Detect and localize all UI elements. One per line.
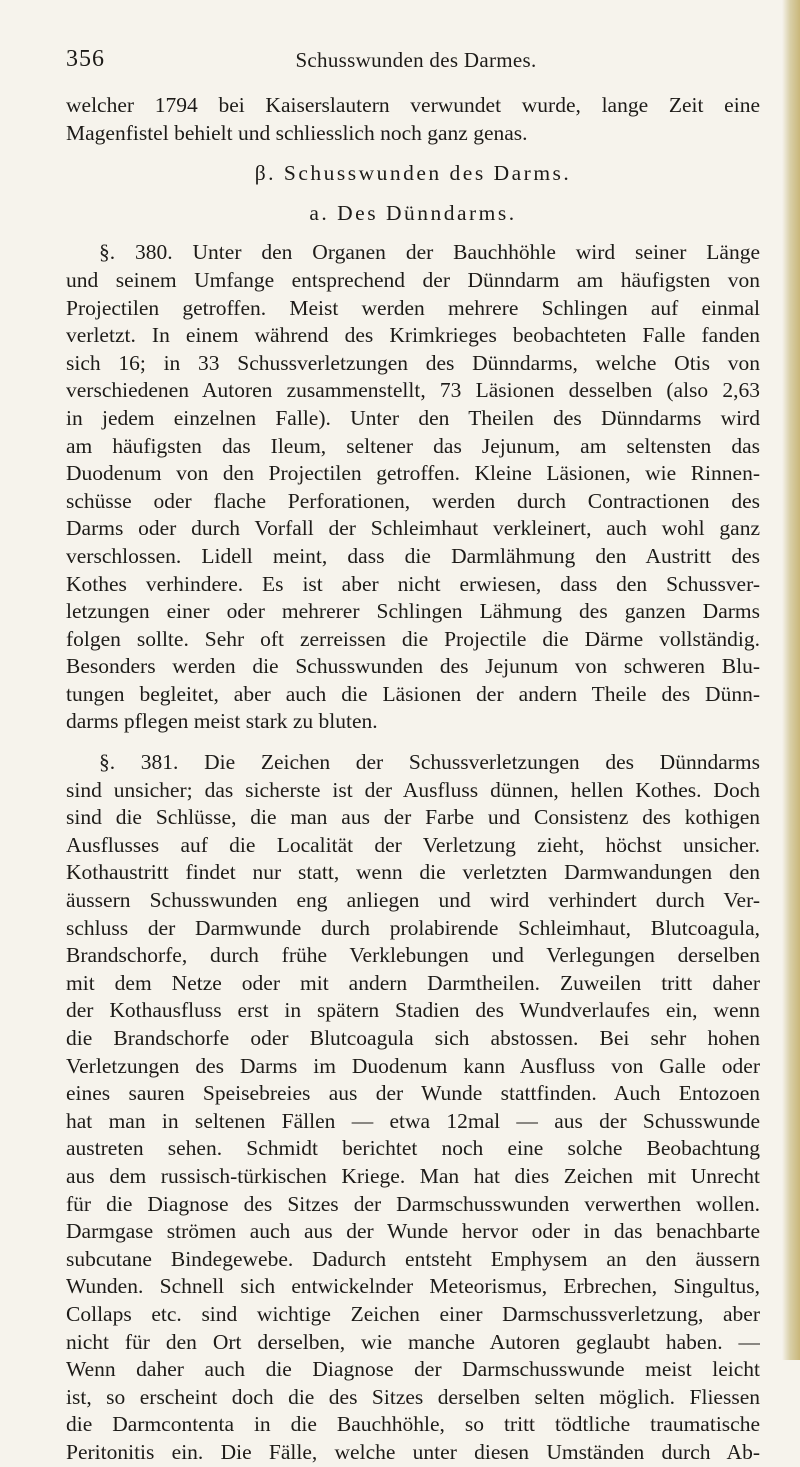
paragraph-380: [66, 239, 760, 736]
text-line: Collaps etc. sind wichtige Zeichen einer Darmschussverletzung, aber: [66, 1301, 760, 1326]
text-line: in jedem einzelnen Falle). Unter den Theilen des Dünndarms wird: [66, 405, 760, 430]
text-line: die Brandschorfe oder Blutcoagula sich abstossen. Bei sehr hohen: [66, 1026, 760, 1050]
running-head: Schusswunden des Darmes.: [295, 48, 537, 72]
intro-paragraph: [66, 92, 760, 147]
text-line: Ausflusses auf die Localität der Verletzung zieht, höchst unsicher.: [66, 832, 760, 857]
text-line: §. 380. Unter den Organen der Bauchhöhle wird seiner Länge: [99, 240, 760, 265]
text-line: Besonders werden die Schusswunden des Jejunum von schweren Blu-: [66, 654, 760, 679]
page-header: [66, 46, 766, 76]
text-line: am häufigsten das Ileum, seltener das Jejunum, am seltensten das: [66, 433, 760, 458]
text-line: subcutane Bindegewebe. Dadurch entsteht Emphysem an den äussern: [66, 1246, 760, 1271]
text-line: für die Diagnose des Sitzes der Darmschusswunden verwerthen wollen.: [66, 1191, 760, 1216]
text-line: Kothaustritt findet nur statt, wenn die verletzten Darmwandungen den: [66, 860, 760, 885]
text-line: mit dem Netze oder mit andern Darmtheilen. Zuweilen tritt daher: [66, 970, 760, 995]
text-line: §. 381. Die Zeichen der Schussverletzungen des Dünndarms: [99, 750, 760, 775]
text-line: Brandschorfe, durch frühe Verklebungen und Verlegungen derselben: [66, 943, 760, 968]
text-line: Duodenum von den Projectilen getroffen. Kleine Läsionen, wie Rinnen-: [66, 461, 760, 486]
section-heading: β. Schusswunden des Darms.: [254, 161, 572, 186]
text-line: eines sauren Speisebreies aus der Wunde stattfinden. Auch Entozoen: [66, 1081, 760, 1106]
subsection-heading: a. Des Dünndarms.: [309, 200, 517, 225]
page-number: 356: [66, 46, 105, 72]
text-line: nicht für den Ort derselben, wie manche Autoren geglaubt haben. —: [66, 1329, 760, 1354]
text-line: aus dem russisch-türkischen Kriege. Man hat dies Zeichen mit Unrecht: [66, 1163, 760, 1188]
paragraph-381: [66, 749, 760, 1466]
text-line: Projectilen getroffen. Meist werden mehrere Schlingen auf einmal: [66, 295, 760, 320]
text-line: sind die Schlüsse, die man aus der Farbe und Consistenz des kothigen: [66, 805, 760, 830]
text-line: Verletzungen des Darms im Duodenum kann Ausfluss von Galle oder: [66, 1053, 760, 1078]
text-line: verletzt. In einem während des Krimkrieges beobachteten Falle fanden: [66, 323, 760, 348]
text-line: die Darmcontenta in die Bauchhöhle, so tritt tödtliche traumatische: [66, 1412, 760, 1437]
text-line: äussern Schusswunden eng anliegen und wird verhindert durch Ver-: [66, 888, 760, 913]
text-line: schluss der Darmwunde durch prolabirende Schleimhaut, Blutcoagula,: [66, 915, 760, 940]
text-line: folgen sollte. Sehr oft zerreissen die Projectile die Därme vollständig.: [66, 626, 760, 651]
text-line: Magenfistel behielt und schliesslich noch ganz genas.: [66, 120, 528, 145]
text-line: austreten sehen. Schmidt berichtet noch eine solche Beobachtung: [66, 1136, 760, 1161]
text-line: schüsse oder flache Perforationen, werden durch Contractionen des: [66, 488, 760, 513]
text-line: ist, so erscheint doch die des Sitzes derselben selten möglich. Fliessen: [66, 1384, 760, 1409]
text-line: Kothes verhindere. Es ist aber nicht erwiesen, dass den Schussver-: [66, 571, 760, 596]
text-line: verschlossen. Lidell meint, dass die Darmlähmung den Austritt des: [66, 543, 760, 568]
text-line: sind unsicher; das sicherste ist der Ausfluss dünnen, hellen Kothes. Doch: [66, 777, 760, 802]
text-line: und seinem Umfange entsprechend der Dünndarm am häufigsten von: [66, 267, 760, 292]
page-edge-shadow: [782, 0, 800, 1360]
text-line: Darmgase strömen auch aus der Wunde hervor oder in das benachbarte: [66, 1219, 760, 1244]
text-line: Darms oder durch Vorfall der Schleimhaut verkleinert, auch wohl ganz: [66, 516, 760, 541]
text-line: letzungen einer oder mehrerer Schlingen Lähmung des ganzen Darms: [66, 599, 760, 624]
text-line: tungen begleitet, aber auch die Läsionen der andern Theile des Dünn-: [66, 681, 760, 706]
text-line: Peritonitis ein. Die Fälle, welche unter diesen Umständen durch Ab-: [66, 1439, 760, 1464]
text-line: darms pflegen meist stark zu bluten.: [66, 709, 378, 734]
text-line: Wunden. Schnell sich entwickelnder Meteorismus, Erbrechen, Singultus,: [66, 1274, 760, 1299]
text-line: verschiedenen Autoren zusammenstellt, 73 Läsionen desselben (also 2,63: [66, 378, 760, 403]
text-line: welcher 1794 bei Kaiserslautern verwundet wurde, lange Zeit eine: [66, 93, 760, 117]
text-line: hat man in seltenen Fällen — etwa 12mal — aus der Schusswunde: [66, 1108, 760, 1133]
text-line: sich 16; in 33 Schussverletzungen des Dünndarms, welche Otis von: [66, 350, 760, 375]
page-body: [66, 92, 760, 1467]
text-line: Wenn daher auch die Diagnose der Darmschusswunde meist leicht: [66, 1357, 760, 1382]
text-line: der Kothausfluss erst in spätern Stadien des Wundverlaufes ein, wenn: [66, 998, 760, 1023]
